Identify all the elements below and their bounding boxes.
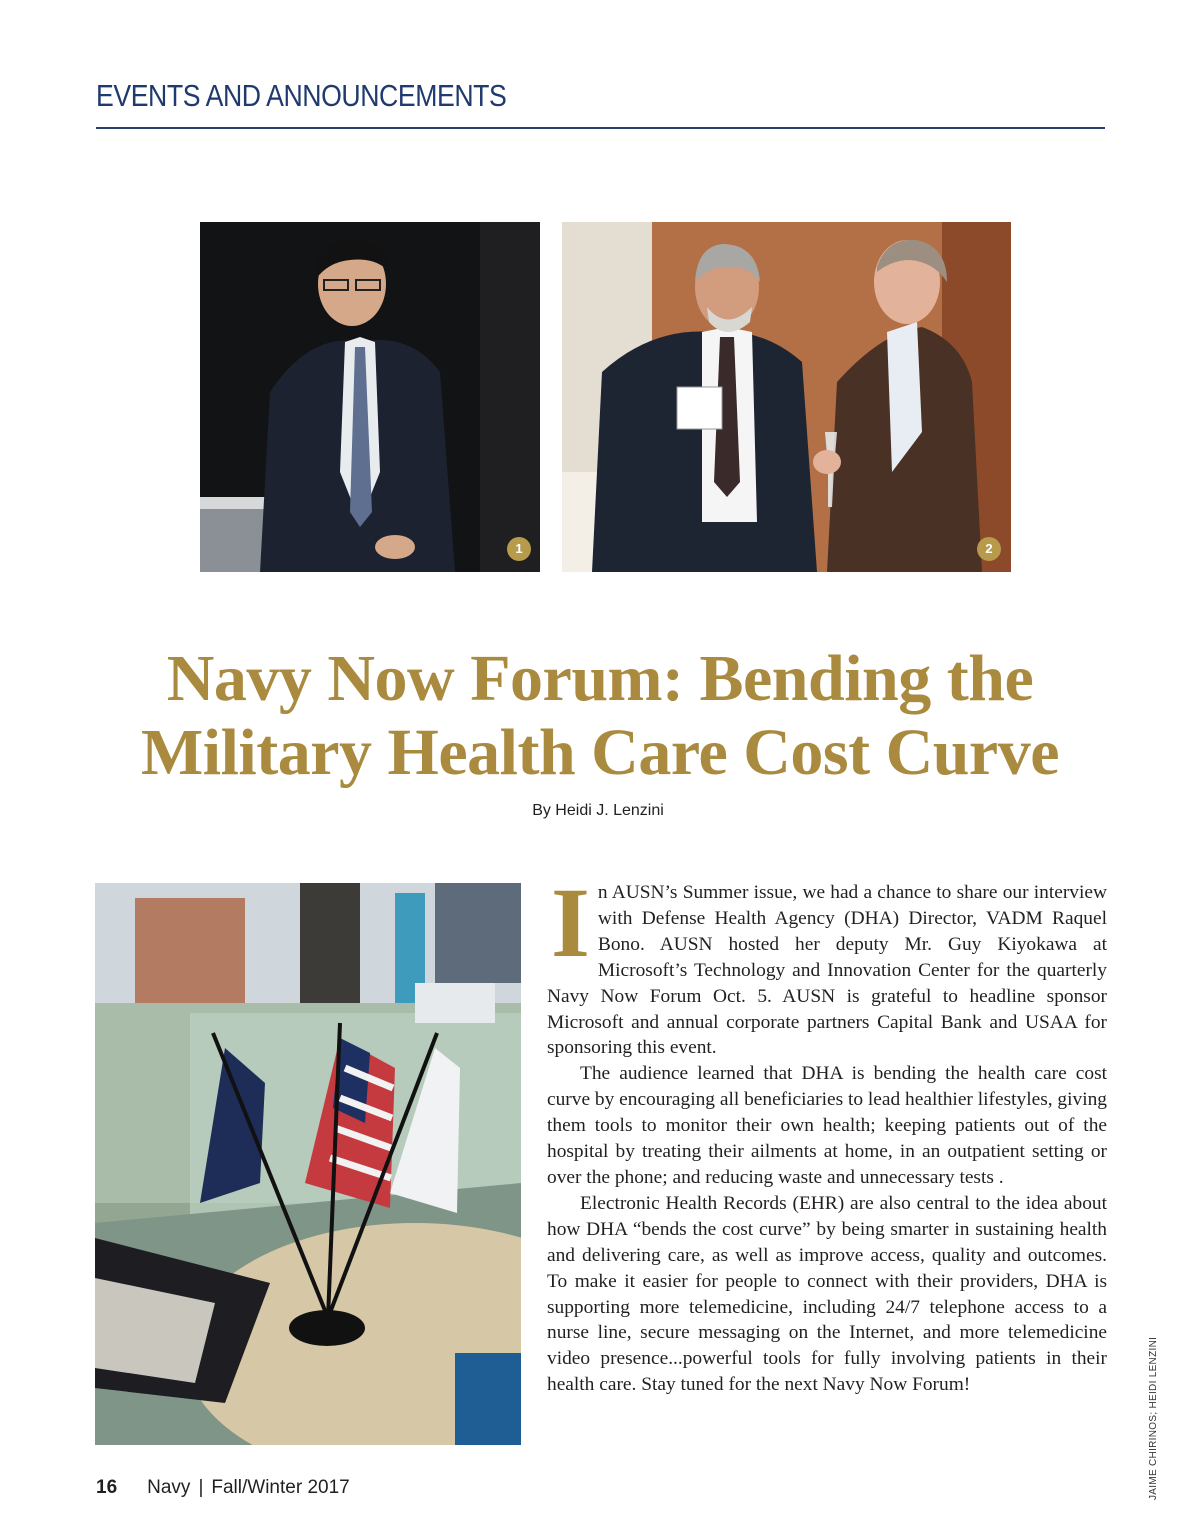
- article-body: [547, 867, 1107, 1398]
- issue-date: Fall/Winter 2017: [211, 1477, 350, 1498]
- photo-number-badge: 1: [507, 537, 531, 561]
- photo-flags: [95, 883, 521, 1445]
- header-rule: [96, 127, 1105, 129]
- drop-cap: I: [551, 867, 590, 978]
- section-header: EVENTS AND ANNOUNCEMENTS: [96, 78, 507, 113]
- photo-reception: [562, 222, 1011, 572]
- photo-credit: JAIME CHIRINOS; HEIDI LENZINI: [1148, 1336, 1159, 1500]
- article-paragraph: [547, 867, 1107, 1061]
- page-footer: [96, 1477, 350, 1499]
- byline: By Heidi J. Lenzini: [532, 802, 664, 819]
- article-paragraph: Electronic Health Records (EHR) are also central to the idea about how DHA “bends the cost curve” by being smarter in sustaining health and delivering care, as well as improve access, quality and outcomes. To make it easier for people to connect with their providers, DHA is supporting more telemedicine, including 24/7 telephone access to a nurse line, secure messaging on the Internet, and more telemedicine video presence...powerful tools for fully involving patients in their health care. Stay tuned for the next Navy Now Forum!: [547, 1192, 1107, 1396]
- photo-number-badge: 2: [977, 537, 1001, 561]
- footer-separator: |: [198, 1477, 204, 1498]
- photo-speaker: [200, 222, 540, 572]
- article-paragraph: The audience learned that DHA is bending the health care cost curve by encouraging all beneficiaries to lead healthier lifestyles, giving them tools to monitor their own health; keeping patients out of the hospital by treating their ailments at home, in an outpatient setting or over the phone; and reducing waste and unnecessary tests .: [547, 1063, 1107, 1188]
- page-number: 16: [96, 1477, 118, 1498]
- publication-name: Navy: [147, 1477, 191, 1498]
- paragraph-text: n AUSN’s Summer issue, we had a chance to share our interview with Defense Health Agency (DHA) Director, VADM Raquel Bono. AUSN hosted her deputy Mr. Guy Kiyokawa at Microsoft’s Technology and Innovation Center for the quarterly Navy Now Forum Oct. 5. AUSN is grateful to headline sponsor Microsoft and annual corporate partners Capital Bank and USAA for sponsoring this event.: [547, 882, 1107, 1059]
- article-title: Navy Now Forum: Bending the Military Health Care Cost Curve: [140, 642, 1060, 789]
